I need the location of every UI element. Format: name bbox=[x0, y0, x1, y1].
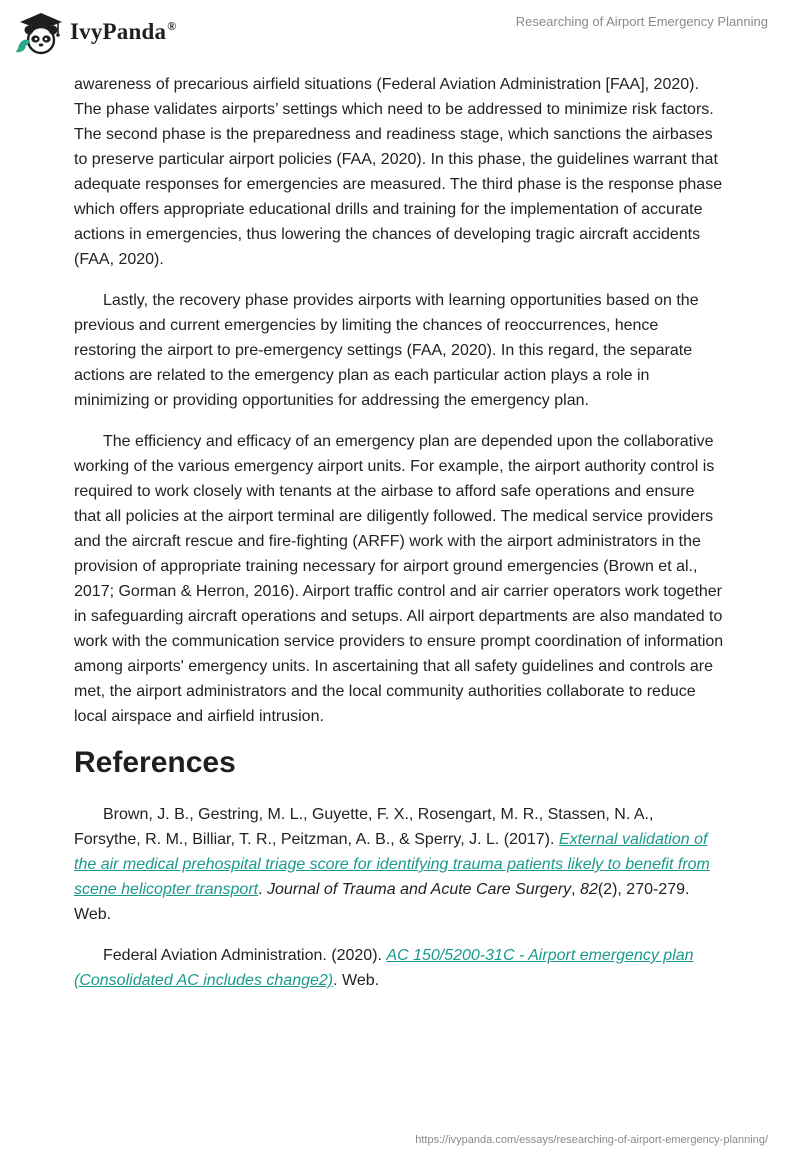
footer-url: https://ivypanda.com/essays/researching-of-airport-emergency-planning/ bbox=[415, 1134, 768, 1146]
brand-name: IvyPanda® bbox=[70, 19, 177, 44]
panda-graduate-icon bbox=[14, 8, 66, 56]
document-title: Researching of Airport Emergency Planning bbox=[515, 14, 768, 29]
body-paragraph: The efficiency and efficacy of an emergency plan are depended upon the collaborative working of the various emergency airport units. For example, the airport authority control is required to work closely with tenants at the airbase to afford safe operations and ensure that all policies at the airport terminal are diligently followed. The medical service providers and the aircraft rescue and fire-fighting (ARFF) work with the airport administrators in the provision of appropriate training necessary for airport ground emergencies (Brown et al., 2017; Gorman & Herron, 2016). Airport traffic control and air carrier operators work together in safeguarding aircraft operations and setups. All airport departments are also mandated to work with the communication service providers to ensure prompt coordination of information among airports' emergency units. In ascertaining that all safety guidelines and controls are met, the airport administrators and the local community authorities collaborate to reduce local airspace and airfield intrusion. bbox=[74, 433, 724, 725]
essay-content bbox=[74, 72, 724, 1009]
reference-entry bbox=[74, 802, 724, 927]
reference-punctuation: . bbox=[258, 881, 267, 898]
reference-authors: Federal Aviation Administration. (2020). bbox=[103, 947, 387, 964]
reference-journal: Journal of Trauma and Acute Care Surgery bbox=[267, 881, 572, 898]
reference-pages: (2), 270-279. Web. bbox=[74, 881, 690, 923]
page-header bbox=[0, 0, 800, 62]
body-paragraph: awareness of precarious airfield situations (Federal Aviation Administration [FAA], 2020). The phase validates airports’ settings which need to be addressed to minimize risk factors. The second phase is the preparedness and readiness stage, which sanctions the airbases to preserve particular airport policies (FAA, 2020). In this phase, the guidelines warrant that adequate responses for emergencies are measured. The third phase is the response phase which offers appropriate educational drills and training for the implementation of accurate actions in emergencies, thus lowering the chances of developing tragic aircraft accidents (FAA, 2020). bbox=[74, 76, 723, 268]
reference-suffix: . Web. bbox=[333, 972, 380, 989]
reference-authors: Brown, J. B., Gestring, M. L., Guyette, F. X., Rosengart, M. R., Stassen, N. A., Forsythe, R. M., Billiar, T. R., Peitzman, A. B., & Sperry, J. L. (2017). bbox=[74, 806, 654, 848]
ivypanda-logo[interactable] bbox=[14, 8, 176, 56]
body-paragraph: Lastly, the recovery phase provides airports with learning opportunities based on the previous and current emergencies by limiting the chances of reoccurrences, hence restoring the airport to pre-emergency settings (FAA, 2020). In this regard, the separate actions are related to the emergency plan as each particular action plays a role in minimizing or providing opportunities for addressing the emergency plan. bbox=[74, 292, 699, 409]
reference-punctuation: , bbox=[571, 881, 581, 898]
reference-link[interactable]: External validation of the air medical prehospital triage score for identifying trauma patients likely to benefit from scene helicopter transport bbox=[74, 831, 710, 898]
reference-entry bbox=[74, 943, 724, 993]
references-heading: References bbox=[74, 746, 236, 779]
reference-volume: 82 bbox=[580, 881, 598, 898]
reference-link[interactable]: AC 150/5200-31C - Airport emergency plan (Consolidated AC includes change2) bbox=[74, 947, 694, 989]
